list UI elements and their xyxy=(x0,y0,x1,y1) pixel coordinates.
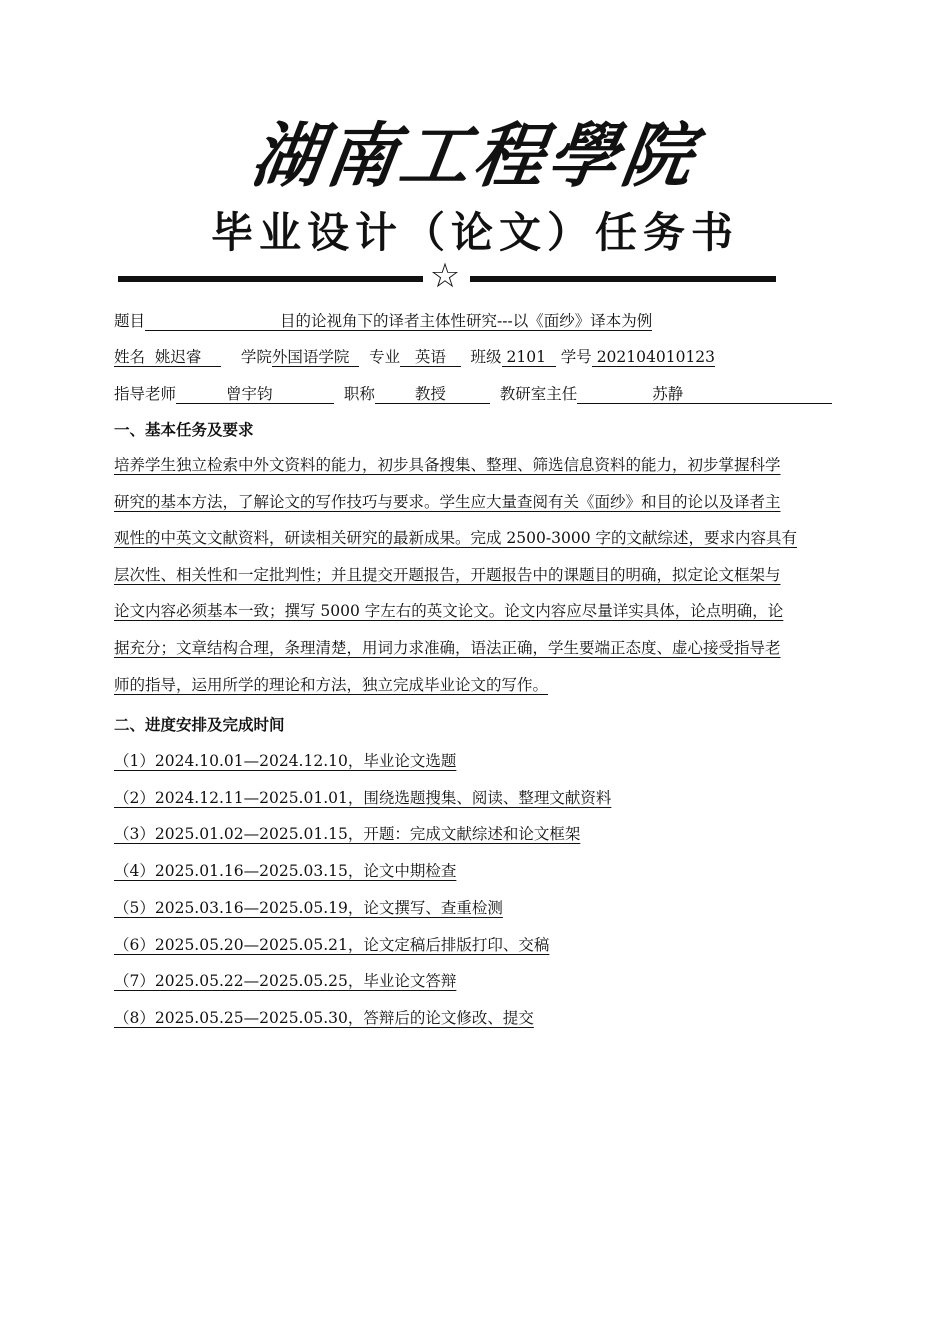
section1-line: 观性的中英文文献资料，研读相关研究的最新成果。完成 2500-3000 字的文献综述，要求内容具有 xyxy=(114,529,797,548)
class-label: 班级 xyxy=(470,348,502,366)
topic-label: 题目 xyxy=(114,312,146,330)
section1-body xyxy=(114,447,838,703)
major-label: 专业 xyxy=(369,348,401,366)
divider-right xyxy=(470,276,776,282)
schedule-item: （6）2025.05.20—2025.05.21，论文定稿后排版打印、交稿 xyxy=(114,936,550,954)
major-value: 英语 xyxy=(400,348,461,367)
schedule-item: （8）2025.05.25—2025.05.30，答辩后的论文修改、提交 xyxy=(114,1009,534,1027)
section1-heading: 一、基本任务及要求 xyxy=(114,421,254,439)
student-id-value: 202104010123 xyxy=(592,348,715,367)
director-label: 教研室主任 xyxy=(499,385,578,403)
schedule-item: （4）2025.01.16—2025.03.15，论文中期检查 xyxy=(114,862,457,880)
name-field xyxy=(114,348,221,367)
name-label: 姓名 xyxy=(114,348,146,366)
section1-line: 据充分；文章结构合理，条理清楚，用词力求准确，语法正确，学生要端正态度、虚心接受指导老 xyxy=(114,638,781,657)
section1-line: 层次性、相关性和一定批判性；并且提交开题报告，开题报告中的课题目的明确，拟定论文框架与 xyxy=(114,565,781,584)
schedule-item: （7）2025.05.22—2025.05.25，毕业论文答辩 xyxy=(114,972,457,990)
college-label: 学院 xyxy=(240,348,272,366)
schedule-item: （2）2024.12.11—2025.01.01，围绕选题搜集、阅读、整理文献资料 xyxy=(114,789,612,807)
section1-line: 研究的基本方法，了解论文的写作技巧与要求。学生应大量查阅有关《面纱》和目的论以及译者主 xyxy=(114,492,781,511)
name-value: 姚迟睿 xyxy=(154,348,202,366)
student-row xyxy=(114,345,715,367)
section2-heading: 二、进度安排及完成时间 xyxy=(114,716,285,734)
school-logo: 湖南工程學院 xyxy=(246,114,703,197)
advisor-label: 指导老师 xyxy=(114,385,177,403)
document-title: 毕业设计（论文）任务书 xyxy=(210,208,739,257)
section1-line: 培养学生独立检索中外文资料的能力，初步具备搜集、整理、筛选信息资料的能力，初步掌握科学 xyxy=(114,456,781,474)
section1-line: 论文内容必须基本一致；撰写 5000 字左右的英文论文。论文内容应尽量详实具体，论点明确，论 xyxy=(114,602,784,621)
title-label: 职称 xyxy=(343,385,375,403)
star-icon: ☆ xyxy=(429,256,461,296)
advisor-value: 曾宇钧 xyxy=(176,385,334,404)
title-value: 教授 xyxy=(375,385,490,404)
advisor-row xyxy=(114,382,832,404)
schedule-item: （1）2024.10.01—2024.12.10，毕业论文选题 xyxy=(114,752,457,770)
class-value: 2101 xyxy=(502,348,556,367)
section1-line: 师的指导，运用所学的理论和方法，独立完成毕业论文的写作。 xyxy=(114,675,549,694)
divider-left xyxy=(118,276,423,282)
schedule-item: （5）2025.03.16—2025.05.19，论文撰写、查重检测 xyxy=(114,899,503,917)
director-value: 苏静 xyxy=(577,385,832,404)
student-id-label: 学号 xyxy=(560,348,592,366)
topic-value: 目的论视角下的译者主体性研究---以《面纱》译本为例 xyxy=(145,312,652,331)
schedule-item: （3）2025.01.02—2025.01.15，开题：完成文献综述和论文框架 xyxy=(114,825,581,843)
topic-row xyxy=(114,309,652,331)
college-value: 外国语学院 xyxy=(272,348,359,367)
